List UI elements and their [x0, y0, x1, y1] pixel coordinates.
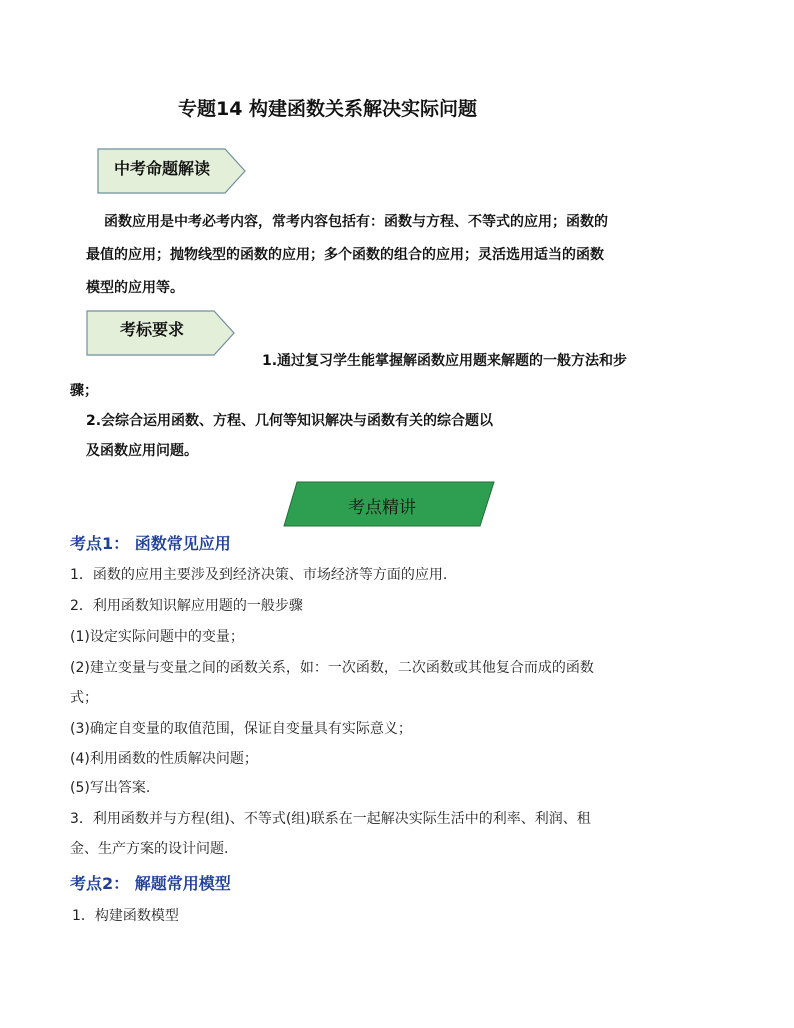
point1-item-2: 2．利用函数知识解应用题的一般步骤 [70, 598, 303, 614]
point1-item-10: 金、生产方案的设计问题. [70, 841, 229, 857]
requirement-line-2: 骤； [70, 383, 98, 399]
requirements-banner-label: 考标要求 [120, 320, 185, 339]
interpretation-line-1: 函数应用是中考必考内容，常考内容包括有：函数与方程、不等式的应用；函数的 [104, 214, 608, 230]
point1-item-5: 式； [70, 690, 98, 706]
requirements-banner [86, 310, 236, 356]
page-title: 专题14 构建函数关系解决实际问题 [178, 98, 478, 120]
point1-item-6: (3)确定自变量的取值范围，保证自变量具有实际意义； [70, 721, 412, 737]
point1-heading: 考点1： 函数常见应用 [70, 534, 231, 553]
requirement-line-4: 及函数应用问题。 [86, 443, 198, 459]
point1-item-9: 3．利用函数并与方程(组)、不等式(组)联系在一起解决实际生活中的利率、利润、租 [70, 811, 591, 827]
interpretation-banner-label: 中考命题解读 [114, 159, 211, 178]
section-banner-label: 考点精讲 [348, 498, 416, 518]
point1-item-3: (1)设定实际问题中的变量； [70, 629, 244, 645]
point2-item-1: 1．构建函数模型 [72, 908, 179, 924]
interpretation-banner [97, 148, 247, 194]
requirement-line-3: 2.会综合运用函数、方程、几何等知识解决与函数有关的综合题以 [86, 413, 494, 429]
point1-item-1: 1．函数的应用主要涉及到经济决策、市场经济等方面的应用. [70, 567, 448, 583]
requirement-line-1: 1.通过复习学生能掌握解函数应用题来解题的一般方法和步 [262, 353, 628, 369]
interpretation-line-3: 模型的应用等。 [86, 280, 184, 296]
interpretation-line-2: 最值的应用；抛物线型的函数的应用；多个函数的组合的应用；灵活选用适当的函数 [86, 247, 604, 263]
point2-heading: 考点2： 解题常用模型 [70, 874, 231, 893]
point1-item-8: (5)写出答案. [70, 780, 151, 796]
point1-item-7: (4)利用函数的性质解决问题； [70, 751, 258, 767]
section-banner [283, 481, 495, 527]
point1-item-4: (2)建立变量与变量之间的函数关系，如：一次函数，二次函数或其他复合而成的函数 [70, 660, 594, 676]
